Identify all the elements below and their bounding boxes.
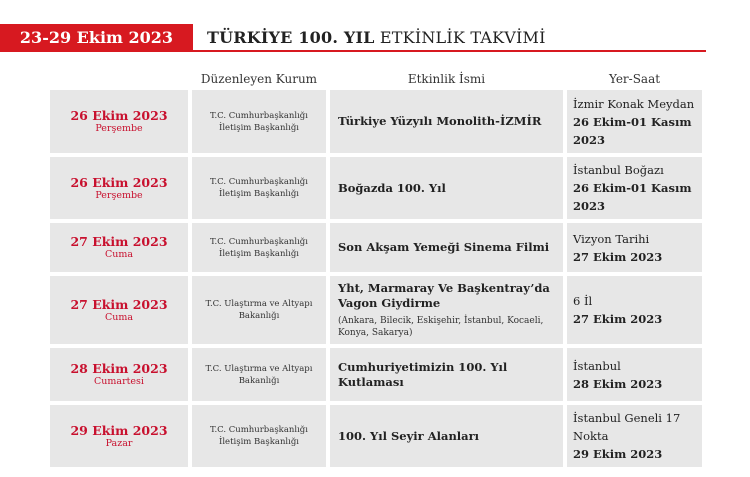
event-name: Son Akşam Yemeği Sinema Filmi	[338, 240, 550, 254]
event-cell	[330, 157, 563, 219]
date-cell	[50, 348, 188, 401]
table-row	[50, 405, 702, 467]
table-row	[50, 348, 702, 401]
title-rest: ETKİNLİK TAKVİMİ	[374, 28, 546, 47]
organizer-line-1: T.C. Cumhurbaşkanlığı	[210, 236, 308, 247]
event-time: 27 Ekim 2023	[573, 249, 663, 264]
event-time: 29 Ekim 2023	[573, 447, 663, 461]
organizer-line-2: İletişim Başkanlığı	[218, 248, 300, 259]
event-date: 26 Ekim 2023	[70, 174, 168, 190]
event-place: 6 İl	[573, 294, 593, 308]
event-place: İzmir Konak Meydan	[573, 96, 695, 111]
event-date: 29 Ekim 2023	[70, 422, 168, 438]
place-time-cell	[567, 90, 702, 153]
event-name: Cumhuriyetimizin 100. Yıl Kutlaması	[338, 359, 508, 389]
date-cell	[50, 405, 188, 467]
organizer-cell	[192, 157, 326, 219]
table-row	[50, 90, 702, 153]
date-cell	[50, 90, 188, 153]
date-cell	[50, 157, 188, 219]
event-day: Pazar	[105, 437, 133, 449]
event-place-line-2: Nokta	[573, 429, 609, 443]
organizer-line-2: İletişim Başkanlığı	[218, 189, 300, 199]
organizer-line-1: T.C. Cumhurbaşkanlığı	[210, 425, 308, 435]
event-time: 26 Ekim-01 Kasım 2023	[573, 181, 692, 213]
header-divider	[193, 50, 706, 52]
event-name: 100. Yıl Seyir Alanları	[338, 428, 480, 443]
event-note: (Ankara, Bilecik, Eskişehir, İstanbul, Kocaeli, Konya, Sakarya)	[338, 316, 544, 338]
organizer-line-1: T.C. Cumhurbaşkanlığı	[210, 110, 308, 121]
event-time: 27 Ekim 2023	[573, 312, 663, 326]
event-day: Cuma	[104, 249, 134, 260]
date-cell	[50, 223, 188, 272]
event-date: 27 Ekim 2023	[70, 234, 168, 249]
event-cell	[330, 405, 563, 467]
organizer-line-1: T.C. Ulaştırma ve Altyapı	[205, 299, 313, 309]
organizer-line-2: İletişim Başkanlığı	[218, 437, 300, 447]
event-place: Vizyon Tarihi	[573, 231, 650, 246]
column-header-organizer: Düzenleyen Kurum	[200, 72, 318, 86]
table-row	[50, 276, 702, 344]
place-time-cell	[567, 405, 702, 467]
event-name-line-2: Vagon Giydirme	[338, 296, 441, 310]
event-day: Cuma	[104, 311, 134, 323]
organizer-cell	[192, 276, 326, 344]
title-bold: TÜRKİYE 100. YIL	[207, 28, 375, 47]
organizer-cell	[192, 405, 326, 467]
organizer-line-2: İletişim Başkanlığı	[218, 122, 300, 133]
organizer-cell	[192, 348, 326, 401]
place-time-cell	[567, 348, 702, 401]
organizer-line-1: T.C. Ulaştırma ve Altyapı	[205, 363, 313, 374]
table-row	[50, 157, 702, 219]
page-title	[207, 24, 546, 52]
place-time-cell	[567, 157, 702, 219]
column-header-event: Etkinlik İsmi	[407, 72, 486, 86]
event-name: Yht, Marmaray Ve Başkentray’da	[338, 281, 550, 295]
organizer-line-2: Bakanlığı	[238, 375, 280, 386]
event-day: Cumartesi	[94, 376, 144, 387]
organizer-line-1: T.C. Cumhurbaşkanlığı	[210, 177, 308, 187]
event-cell	[330, 90, 563, 153]
place-time-cell	[567, 276, 702, 344]
table-row	[50, 223, 702, 272]
event-time: 28 Ekim 2023	[573, 376, 663, 391]
organizer-cell	[192, 223, 326, 272]
organizer-cell	[192, 90, 326, 153]
event-place: İstanbul Geneli 17	[573, 411, 681, 425]
event-day: Perşembe	[95, 189, 143, 201]
column-header-place-time: Yer-Saat	[608, 72, 661, 86]
event-date: 27 Ekim 2023	[70, 296, 168, 312]
event-place: İstanbul Boğazı	[573, 163, 664, 177]
event-place: İstanbul	[573, 358, 621, 373]
date-cell	[50, 276, 188, 344]
event-name: Türkiye Yüzyılı Monolith-İZMİR	[338, 114, 542, 128]
event-date: 28 Ekim 2023	[70, 361, 168, 376]
event-date: 26 Ekim 2023	[70, 108, 168, 123]
event-name: Boğazda 100. Yıl	[338, 180, 446, 195]
event-time: 26 Ekim-01 Kasım 2023	[573, 114, 692, 147]
date-range-banner: 23-29 Ekim 2023	[0, 24, 193, 52]
event-cell	[330, 276, 563, 344]
event-cell	[330, 223, 563, 272]
organizer-line-2: Bakanlığı	[238, 311, 280, 321]
event-day: Perşembe	[95, 123, 143, 134]
event-cell	[330, 348, 563, 401]
place-time-cell	[567, 223, 702, 272]
